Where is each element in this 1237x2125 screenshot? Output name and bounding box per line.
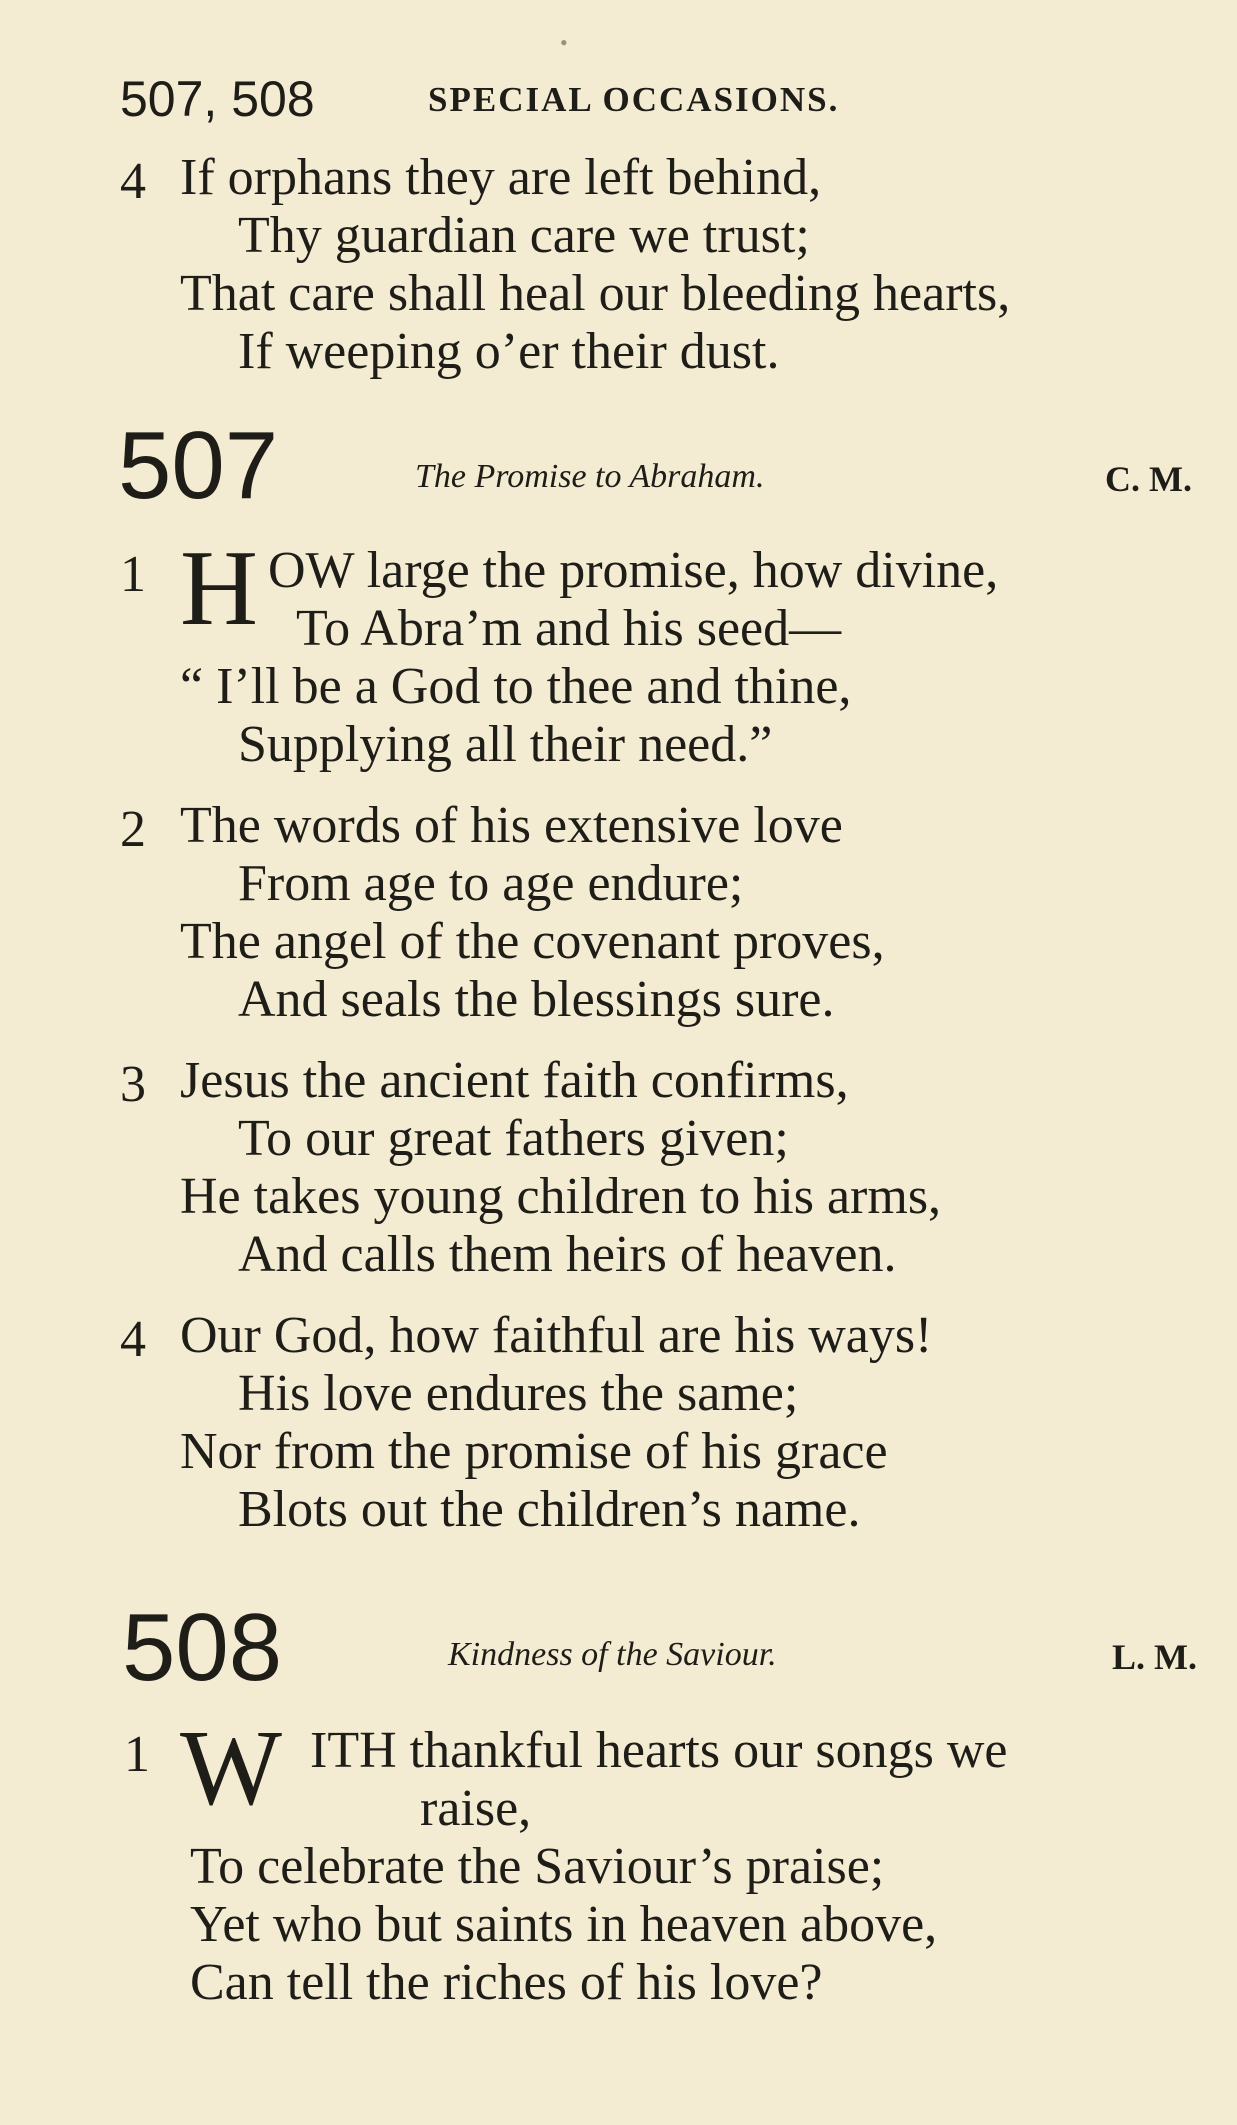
verse-line: raise, [420,1780,532,1837]
verse-line: The words of his extensive love [180,797,843,854]
verse-line: Can tell the riches of his love? [190,1954,823,2011]
verse-line: And seals the blessings sure. [238,971,835,1028]
verse-line: To celebrate the Saviour’s praise; [190,1838,885,1895]
drop-cap: W [180,1709,282,1828]
verse-line: And calls them heirs of heaven. [238,1226,897,1283]
verse-line: ITH thankful hearts our songs we [310,1722,1008,1779]
verse-line: Supplying all their need.” [238,716,773,773]
verse-line: OW large the promise, how divine, [268,542,999,599]
verse-line: Yet who but saints in heaven above, [190,1896,938,1953]
verse-number: 3 [120,1056,146,1113]
verse-line: “ I’ll be a God to thee and thine, [180,658,852,715]
verse-line: From age to age endure; [238,855,744,912]
section-title: SPECIAL OCCASIONS. [428,80,840,119]
verse-line: If orphans they are left behind, [180,149,822,206]
hymn-title: Kindness of the Saviour. [448,1636,777,1673]
verse-number: 2 [120,801,146,858]
hymn-number: 507 [118,412,279,519]
page-hymn-numbers: 507, 508 [120,71,315,127]
verse-line: His love endures the same; [238,1365,799,1422]
verse-line: The angel of the covenant proves, [180,913,885,970]
verse-line: To Abra’m and his seed— [296,600,842,657]
drop-cap: H [180,529,258,648]
verse-number: 4 [120,1311,146,1368]
verse-line: Nor from the promise of his grace [180,1423,888,1480]
verse-line: Our God, how faithful are his ways! [180,1307,933,1364]
hymn-meter: L. M. [1112,1637,1197,1677]
verse-line: If weeping o’er their dust. [238,323,780,380]
verse-number: 4 [120,153,146,210]
verse-number: 1 [124,1726,150,1783]
print-mark: • [560,30,568,55]
verse-line: To our great fathers given; [238,1110,789,1167]
hymn-meter: C. M. [1105,459,1192,499]
verse-number: 1 [120,546,146,603]
verse-line: He takes young children to his arms, [180,1168,942,1225]
verse-line: Jesus the ancient faith confirms, [180,1052,849,1109]
verse-line: Blots out the children’s name. [238,1481,861,1538]
hymn-title: The Promise to Abraham. [415,458,765,495]
hymn-number: 508 [122,1594,283,1701]
verse-line: Thy guardian care we trust; [238,207,810,264]
verse-line: That care shall heal our bleeding hearts, [180,265,1011,322]
